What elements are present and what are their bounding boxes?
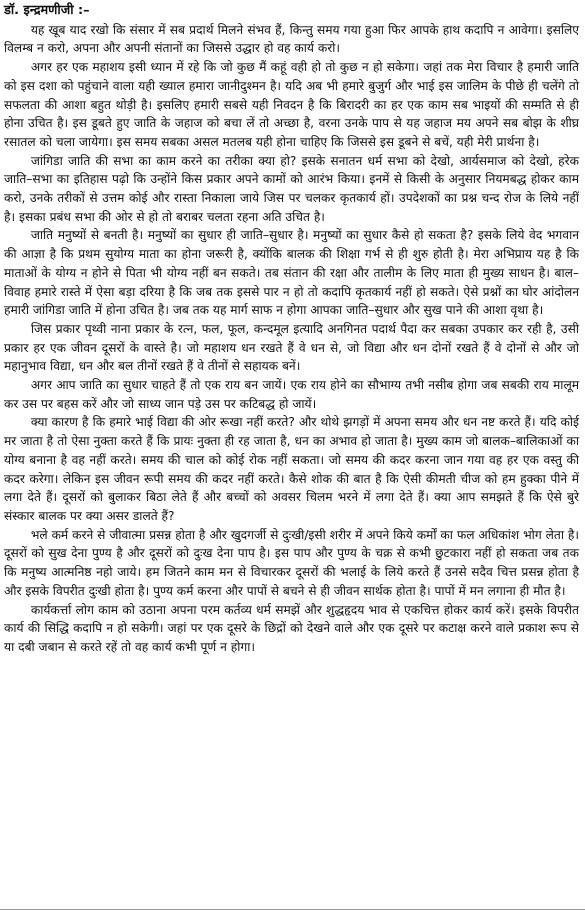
- paragraph-5: जिस प्रकार पृथ्वी नाना प्रकार के रत्न, फल, फूल, कन्दमूल इत्यादि अनगिनत पदार्थ पैदा कर सबका उपकार कर रही है, उसी प्रकार हर एक जीवन दूसरों के वास्ते है। जो महाशय धन रखते हैं वे धन से, जो विद्या और धन दोनों रखते हैं वे दोनों से और जो महानुभाव विद्या, धन और बल तीनों रखते हैं वे तीनों से सहायक बनें।: [4, 321, 579, 374]
- speaker-heading: डॉ. इन्द्रमणीजी :–: [4, 3, 90, 18]
- paragraph-8: भले कर्म करने से जीवात्मा प्रसन्न होता है और खुदगर्जी से दुःखी/इसी शरीर में अपने किये कर्मों का फल अधिकांश भोग लेता है। दूसरों को सुख देना पुण्य है और दूसरों को दुःख देना पाप है। इस पाप और पुण्य के चक्र से कभी छुटकारा नहीं हो सकता जब तक कि मनुष्य आत्मनिष्ठ नहो जाये। हम जितने काम मन से विचारकर दूसरों की भलाई के लिये करते हैं उनसे सदैव चित्त प्रसन्न होता है और इसके विपरीत दुःखी होता है। पुण्य कर्म करना और पापों से बचने से ही जीवन सार्थक होता है। पापों में मन लगाना ही मौत है।: [4, 527, 579, 598]
- paragraph-2: अगर हर एक महाशय इसी ध्यान में रहे कि जो कुछ मैं कहूं वही हो तो कुछ न हो सकेगा। जहां तक मेरा विचार है हमारी जाति को इस दशा को पहुंचाने वाला यही ख्याल हमारा जानीदुश्मन है। यदि अब भी हमारे बुजुर्ग और भाई इस जालिम के पीछे ही चलेंगे तो सफलता की आशा बहुत थोड़ी है। इसलिए हमारी सबसे यही निवदन है कि बिरादरी का हर एक काम सब भाइयों की सम्मति से ही होना उचित है। इस डूबते हुए जाति के जहाज को बचा लें तो अच्छा है, वरना उनके पाप से यह जहाज मय अपने सब बोझ के शीघ्र रसातल को चला जायेगा। इस समय सबका असल मतलब यही होना चाहिए कि जिससे इस डूबने से बचें, यही मेरी प्रार्थना है।: [4, 60, 579, 149]
- paragraph-6: अगर आप जाति का सुधार चाहते हैं तो एक राय बन जायें। एक राय होने का सौभाग्य तभी नसीब होगा जब सबकी राय मालूम कर उस पर बहस करें और जो साध्य जान पड़े उस पर कटिबद्ध हो जायें।: [4, 378, 579, 411]
- paragraph-4: जाति मनुष्यों से बनती है। मनुष्यों का सुधार ही जाति–सुधार है। मनुष्यों का सुधार कैसे हो सकता है? इसके लिये वेद भगवान की आज्ञा है कि प्रथम सुयोग्य माता का होना जरूरी है, क्योंकि बालक की शिक्षा गर्भ से ही शुरु होती है। मेरा अभिप्राय यह है कि माताओं के योग्य न होने से पिता भी योग्य नहीं बन सकते। तब संतान की रक्षा और तालीम के लिए माता ही मुख्य साधन है। बाल–विवाह हमारे रास्ते में ऐसा बड़ा दरिया है कि जब तक इससे पार न हो तो कदापि कृतकार्य नहीं हो सकते। ऐसे प्रश्नों का घोर आंदोलन हमारी जांगिडा जाति में होना उचित है। जब तक यह मार्ग साफ न होगा आपका जाति–सुधार और सुख पाने की आशा वृथा है।: [4, 228, 579, 318]
- paragraph-3: जांगिडा जाति की सभा का काम करने का तरीका क्या हो? इसके सनातन धर्म सभा को देखो, आर्यसमाज को देखो, हरेक जाति–सभा का इतिहास पढ़ो कि उन्होंने किस प्रकार अपने कामों को आरंभ किया। इनमें से किसी के अनुसार नियमबद्ध होकर काम करो, उनके तरीकों से उत्तम कोई और रास्ता निकाला जाये जिस पर चलकर कृतकार्य हों। उपदेशकों का प्रश्न चन्द रोज के लिये नहीं है। इसका प्रबंध सभा की ओर से हो तो बराबर चलता रहना अति उचित है।: [4, 153, 579, 224]
- paragraph-1: यह खूब याद रखो कि संसार में सब प्रदार्थ मिलने संभव हैं, किन्तु समय गया हुआ फिर आपके हाथ कदापि न आवेगा। इसलिए विलम्ब न करो, अपना और अपनी संतानों का जिससे उद्धार हो वह कार्य करो।: [4, 22, 579, 56]
- paragraph-9: कार्यकर्त्ता लोग काम को उठाना अपना परम कर्तव्य धर्म समझें और शुद्धहृदय भाव से एकचित्त होकर कार्य करें। इसके विपरीत कार्य की सिद्धि कदापि न हो सकेगी। जहां पर एक दूसरे के छिद्रों को देखने वाले और एक दूसरे पर कटाक्ष करने वाले प्रकाश रूप से या दबी जबान से करते रहें तो वह कार्य कभी पूर्ण न होगा।: [4, 602, 579, 654]
- paragraph-7: क्या कारण है कि हमारे भाई विद्या की ओर रूखा नहीं करते? और थोथे झगड़ों में अपना समय और धन नष्ट करते हैं। यदि कोई मर जाता है तो ऐसा नुक्ता करते हैं कि प्रायः नुक्ता ही रह जाता है, धन का अभाव हो जाता है। मुख्य काम जो बालक–बालिकाओं का योग्य बनाना है वह नहीं करते। समय की चाल को कोई रोक नहीं सकता। जो समय की कदर करना जान गया वह हर एक वस्तु की कदर करेगा। लेकिन इस जीवन रूपी समय की कदर नहीं करते। कैसे शोक की बात है कि ऐसी कीमती चीज को हम हुक्का पीने में लगा देते हैं। दूसरों को बुलाकर बिठा लेते हैं और बच्चों को अवसर चिलम भरने में लगा देते हैं। क्या आप समझते हैं कि ऐसे बुरे संस्कार बालक पर क्या असर डालते हैं?: [4, 415, 579, 523]
